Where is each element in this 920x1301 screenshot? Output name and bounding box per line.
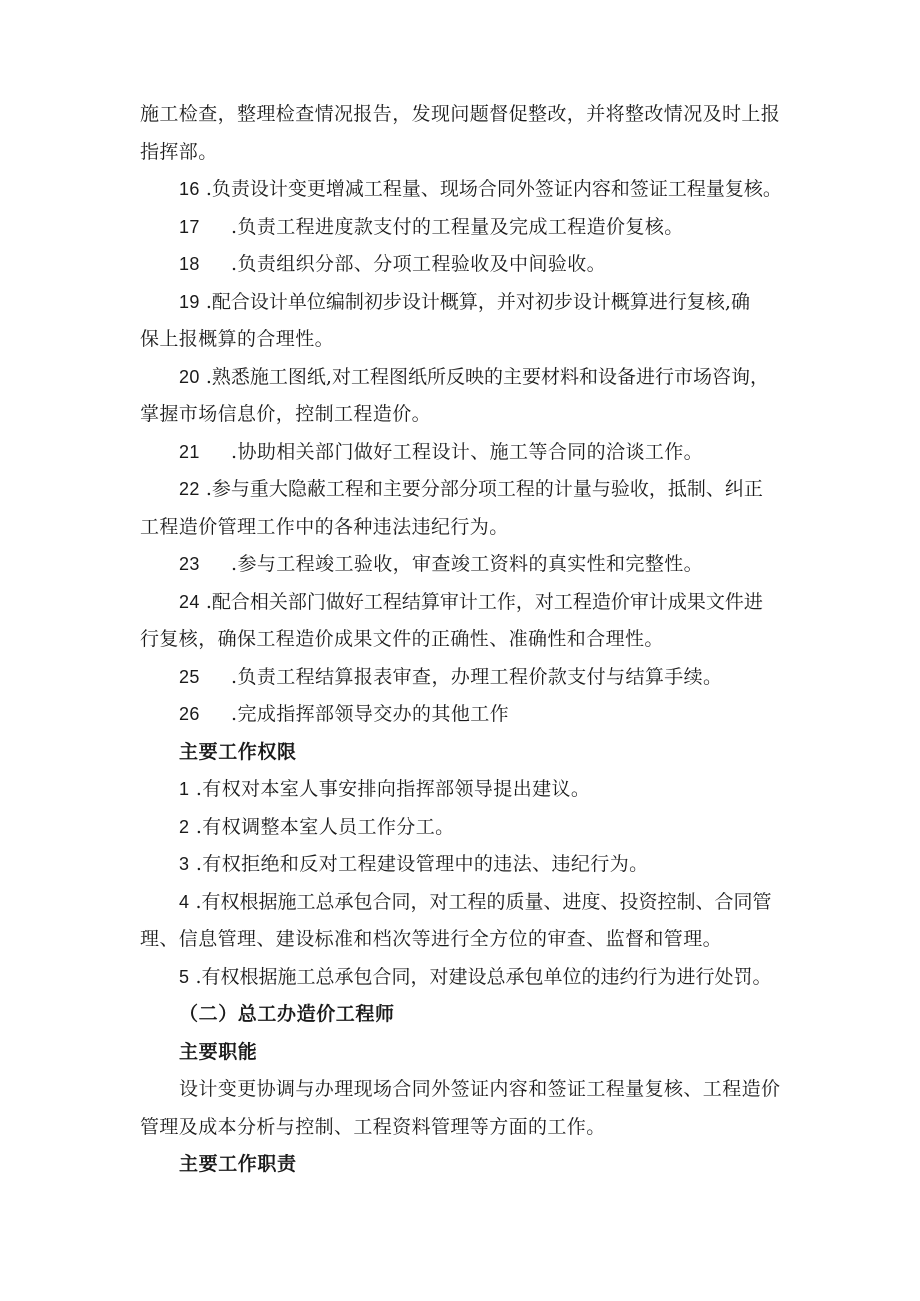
list-item-continuation: 掌握市场信息价，控制工程造价。 — [140, 403, 432, 425]
section-title: （二）总工办造价工程师 — [179, 1003, 395, 1025]
list-item-continuation: 理、信息管理、建设标准和档次等进行全方位的审查、监督和管理。 — [140, 928, 723, 950]
list-item — [140, 546, 815, 584]
list-item — [140, 884, 815, 922]
item-text: .负责工程进度款支付的工程量及完成工程造价复核。 — [231, 215, 684, 238]
item-text: .配合设计单位编制初步设计概算，并对初步设计概算进行复核,确 — [199, 290, 750, 313]
list-item — [140, 209, 815, 247]
item-text: .完成指挥部领导交办的其他工作 — [231, 703, 510, 725]
item-text: .有权根据施工总承包合同，对建设总承包单位的违约行为进行处罚。 — [189, 965, 772, 988]
item-text: .有权对本室人事安排向指挥部领导提出建议。 — [189, 778, 591, 800]
item-number: 24 — [179, 591, 200, 612]
document-page — [140, 96, 815, 1184]
item-number: 17 — [179, 216, 200, 237]
list-item — [140, 659, 815, 697]
item-number: 22 — [179, 479, 200, 499]
item-number: 19 — [179, 291, 200, 312]
list-item-continuation: 保上报概算的合理性。 — [140, 328, 335, 350]
paragraph-line: 指挥部。 — [140, 140, 218, 163]
item-text: .负责组织分部、分项工程验收及中间验收。 — [231, 253, 607, 275]
item-number: 26 — [179, 704, 200, 724]
authority-heading: 主要工作权限 — [179, 740, 297, 763]
list-item — [140, 846, 815, 884]
item-number: 1 — [179, 779, 190, 799]
item-number: 3 — [179, 854, 190, 874]
list-item — [140, 471, 815, 509]
list-item — [140, 246, 815, 284]
item-number: 2 — [179, 816, 190, 837]
item-number: 4 — [179, 891, 190, 912]
item-text: .有权根据施工总承包合同，对工程的质量、进度、投资控制、合同管 — [189, 890, 772, 913]
item-text: .参与重大隐蔽工程和主要分部分项工程的计量与验收，抵制、纠正 — [199, 478, 763, 500]
item-number: 16 — [179, 179, 200, 199]
item-number: 21 — [179, 441, 200, 462]
list-item — [140, 171, 815, 209]
item-number: 5 — [179, 966, 190, 987]
item-number: 18 — [179, 254, 200, 274]
item-text: .负责工程结算报表审查，办理工程价款支付与结算手续。 — [231, 665, 723, 688]
item-text: .负责设计变更增减工程量、现场合同外签证内容和签证工程量复核。 — [199, 178, 782, 200]
item-text: .配合相关部门做好工程结算审计工作，对工程造价审计成果文件进 — [199, 590, 763, 613]
list-item — [140, 359, 815, 397]
list-item — [140, 696, 815, 734]
duties-heading: 主要工作职责 — [179, 1153, 297, 1175]
list-item — [140, 434, 815, 472]
list-item — [140, 959, 815, 997]
list-item — [140, 284, 815, 322]
paragraph-line: 管理及成本分析与控制、工程资料管理等方面的工作。 — [140, 1115, 606, 1138]
list-item-continuation: 工程造价管理工作中的各种违法违纪行为。 — [140, 515, 509, 538]
item-text: .熟悉施工图纸,对工程图纸所反映的主要材料和设备进行市场咨询， — [199, 365, 769, 388]
item-number: 25 — [179, 666, 200, 687]
paragraph-line: 施工检查，整理检查情况报告，发现问题督促整改，并将整改情况及时上报 — [140, 103, 781, 125]
item-number: 20 — [179, 366, 200, 387]
list-item-continuation: 行复核，确保工程造价成果文件的正确性、准确性和合理性。 — [140, 628, 664, 650]
item-text: .有权调整本室人员工作分工。 — [189, 815, 455, 838]
item-text: .协助相关部门做好工程设计、施工等合同的洽谈工作。 — [231, 440, 704, 463]
list-item — [140, 584, 815, 622]
list-item — [140, 771, 815, 809]
functions-heading: 主要职能 — [179, 1040, 258, 1063]
item-text: .参与工程竣工验收，审查竣工资料的真实性和完整性。 — [231, 553, 704, 575]
list-item — [140, 809, 815, 847]
paragraph-line: 设计变更协调与办理现场合同外签证内容和签证工程量复核、工程造价 — [179, 1078, 781, 1100]
item-number: 23 — [179, 554, 200, 574]
item-text: .有权拒绝和反对工程建设管理中的违法、违纪行为。 — [189, 853, 649, 875]
